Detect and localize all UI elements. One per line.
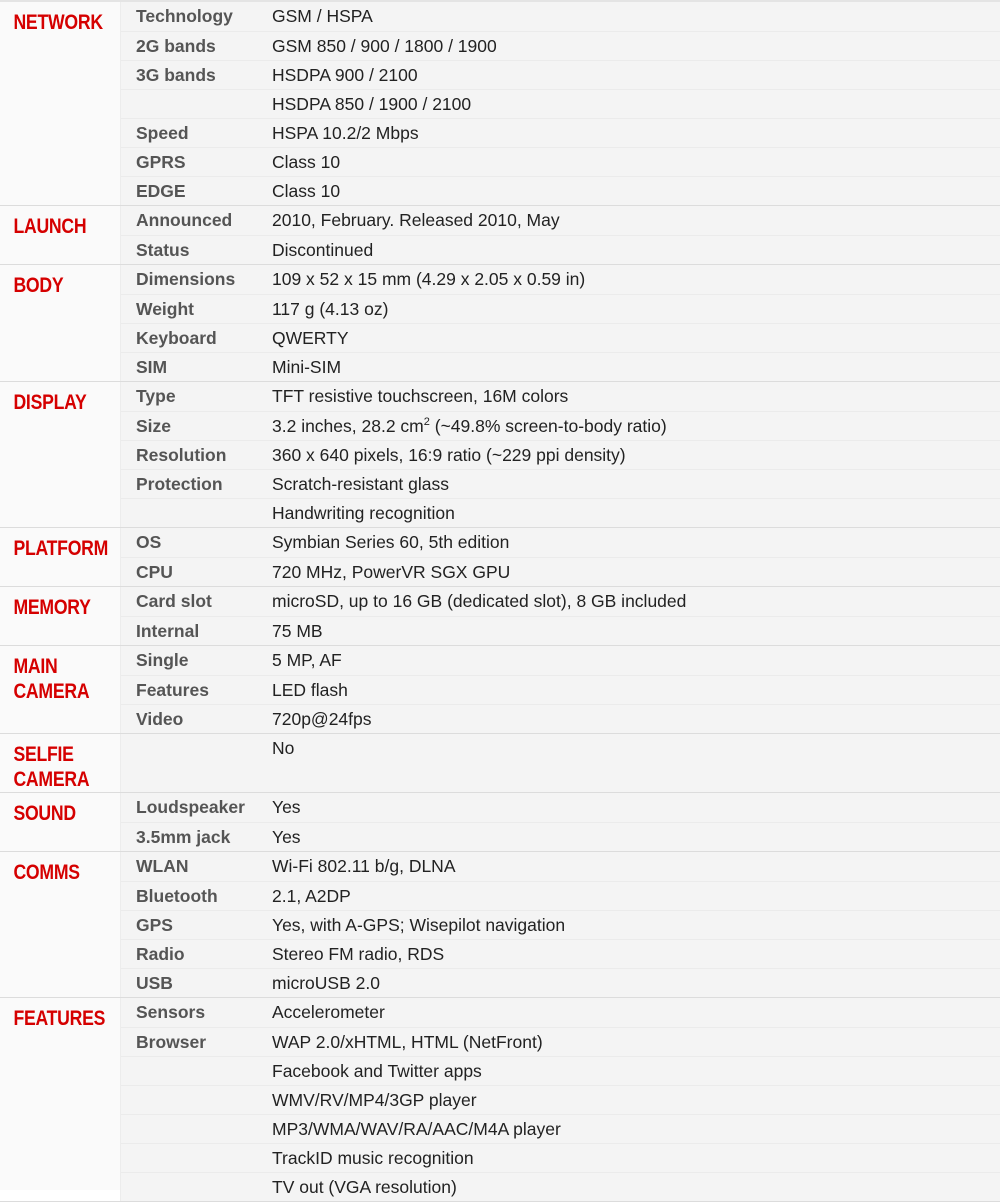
spec-value: Accelerometer (272, 1002, 385, 1022)
spec-label (121, 90, 272, 118)
spec-section-platform (0, 528, 1000, 587)
spec-row (121, 646, 1000, 675)
spec-row (121, 557, 1000, 586)
spec-label: OS (136, 532, 162, 552)
spec-row (121, 998, 1000, 1027)
spec-value: Stereo FM radio, RDS (272, 944, 445, 964)
spec-label: Sensors (136, 1002, 206, 1022)
spec-section-main-camera (0, 646, 1000, 734)
spec-value: microSD, up to 16 GB (dedicated slot), 8 GB included (272, 591, 687, 611)
spec-row (121, 498, 1000, 527)
spec-row (121, 206, 1000, 235)
spec-label: 3.5mm jack (136, 827, 231, 847)
section-title: COMMS (13, 861, 80, 884)
spec-rows (120, 734, 1000, 792)
spec-value: Symbian Series 60, 5th edition (272, 532, 510, 552)
spec-row (121, 528, 1000, 557)
spec-label: 3G bands (136, 65, 216, 85)
spec-row (121, 89, 1000, 118)
section-title: LAUNCH (13, 215, 87, 238)
spec-value: 720p@24fps (272, 709, 372, 729)
spec-rows (120, 998, 1000, 1201)
spec-value-text-after: (~49.8% screen-to-body ratio) (429, 416, 667, 436)
spec-label: Resolution (136, 445, 227, 465)
spec-row (121, 1172, 1000, 1201)
spec-row (121, 265, 1000, 294)
section-title: BODY (13, 274, 64, 297)
spec-value: Yes (272, 797, 301, 817)
spec-section-memory (0, 587, 1000, 646)
spec-row (121, 1143, 1000, 1172)
spec-value: WAP 2.0/xHTML, HTML (NetFront) (272, 1032, 543, 1052)
spec-label: CPU (136, 562, 173, 582)
spec-label: GPRS (136, 152, 186, 172)
spec-value: HSDPA 850 / 1900 / 2100 (272, 94, 472, 114)
spec-section-network (0, 2, 1000, 206)
spec-value: Class 10 (272, 181, 341, 201)
spec-rows (120, 382, 1000, 527)
section-title: MEMORY (13, 596, 91, 619)
spec-label: Technology (136, 6, 233, 26)
spec-value: TFT resistive touchscreen, 16M colors (272, 386, 569, 406)
spec-label (121, 1144, 272, 1172)
spec-label: Browser (136, 1032, 207, 1052)
spec-label: USB (136, 973, 173, 993)
spec-label: Dimensions (136, 269, 236, 289)
spec-value: HSDPA 900 / 2100 (272, 65, 418, 85)
spec-section-sound (0, 793, 1000, 852)
spec-label: Loudspeaker (136, 797, 245, 817)
spec-row (121, 734, 1000, 792)
spec-rows (120, 2, 1000, 205)
spec-label: WLAN (136, 856, 189, 876)
spec-section-features (0, 998, 1000, 1202)
spec-label: EDGE (136, 181, 186, 201)
spec-value: Yes (272, 827, 301, 847)
spec-section-body (0, 265, 1000, 382)
spec-value: GSM 850 / 900 / 1800 / 1900 (272, 36, 497, 56)
spec-value: 720 MHz, PowerVR SGX GPU (272, 562, 511, 582)
spec-value: microUSB 2.0 (272, 973, 380, 993)
spec-value: QWERTY (272, 328, 349, 348)
spec-label: Speed (136, 123, 189, 143)
section-title: MAIN CAMERA (13, 655, 90, 703)
spec-section-display (0, 382, 1000, 528)
spec-rows (120, 646, 1000, 733)
spec-label: 2G bands (136, 36, 216, 56)
section-title: SOUND (13, 802, 76, 825)
spec-row (121, 968, 1000, 997)
spec-value-text: 3.2 inches, 28.2 cm (272, 416, 424, 436)
spec-row (121, 235, 1000, 264)
spec-row (121, 1027, 1000, 1056)
spec-label: Internal (136, 621, 200, 641)
spec-row (121, 382, 1000, 411)
spec-value: TV out (VGA resolution) (272, 1177, 457, 1197)
spec-label: Single (136, 650, 189, 670)
spec-value (272, 412, 1000, 440)
spec-rows (120, 265, 1000, 381)
spec-section-launch (0, 206, 1000, 265)
spec-value: Discontinued (272, 240, 374, 260)
spec-value: WMV/RV/MP4/3GP player (272, 1090, 477, 1110)
spec-label: Features (136, 680, 209, 700)
spec-rows (120, 528, 1000, 586)
spec-row (121, 939, 1000, 968)
section-title: NETWORK (13, 11, 103, 34)
spec-row (121, 294, 1000, 323)
spec-value: TrackID music recognition (272, 1148, 474, 1168)
spec-row (121, 822, 1000, 851)
spec-section-comms (0, 852, 1000, 998)
spec-label: Video (136, 709, 184, 729)
spec-label (121, 499, 272, 527)
spec-row (121, 1114, 1000, 1143)
spec-label (121, 1173, 272, 1201)
spec-row (121, 352, 1000, 381)
spec-label (121, 1086, 272, 1114)
spec-label: Protection (136, 474, 223, 494)
spec-value: Yes, with A-GPS; Wisepilot navigation (272, 915, 566, 935)
section-title: PLATFORM (13, 537, 109, 560)
spec-label (121, 1057, 272, 1085)
spec-row (121, 587, 1000, 616)
spec-value: GSM / HSPA (272, 6, 373, 26)
spec-value: Handwriting recognition (272, 503, 455, 523)
spec-value: MP3/WMA/WAV/RA/AAC/M4A player (272, 1119, 561, 1139)
section-title: DISPLAY (13, 391, 87, 414)
spec-row (121, 147, 1000, 176)
spec-value: 109 x 52 x 15 mm (4.29 x 2.05 x 0.59 in) (272, 269, 586, 289)
spec-row (121, 440, 1000, 469)
spec-label (121, 1115, 272, 1143)
spec-row (121, 910, 1000, 939)
spec-value: 2.1, A2DP (272, 886, 351, 906)
spec-label: Announced (136, 210, 233, 230)
spec-value: Class 10 (272, 152, 341, 172)
spec-label: SIM (136, 357, 168, 377)
spec-label (121, 734, 272, 792)
spec-rows (120, 206, 1000, 264)
spec-row (121, 469, 1000, 498)
spec-value: 360 x 640 pixels, 16:9 ratio (~229 ppi density) (272, 445, 626, 465)
spec-value: 2010, February. Released 2010, May (272, 210, 560, 230)
spec-value: Mini-SIM (272, 357, 342, 377)
spec-row (121, 31, 1000, 60)
spec-row (121, 616, 1000, 645)
spec-row (121, 2, 1000, 31)
spec-row (121, 176, 1000, 205)
spec-label: GPS (136, 915, 173, 935)
spec-row (121, 323, 1000, 352)
spec-row (121, 60, 1000, 89)
section-title: FEATURES (13, 1007, 106, 1030)
spec-row (121, 675, 1000, 704)
spec-row (121, 793, 1000, 822)
spec-value: HSPA 10.2/2 Mbps (272, 123, 419, 143)
spec-rows (120, 793, 1000, 851)
section-title: SELFIE CAMERA (13, 743, 90, 791)
spec-label: Size (136, 416, 172, 436)
spec-row (121, 118, 1000, 147)
spec-label: Keyboard (136, 328, 217, 348)
spec-value: Wi-Fi 802.11 b/g, DLNA (272, 856, 456, 876)
spec-value: 5 MP, AF (272, 650, 342, 670)
spec-rows (120, 852, 1000, 997)
spec-label: Weight (136, 299, 195, 319)
superscript: 2 (423, 416, 430, 429)
spec-row (121, 704, 1000, 733)
spec-value: 117 g (4.13 oz) (272, 299, 389, 319)
spec-row (121, 1056, 1000, 1085)
spec-label: Type (136, 386, 176, 406)
spec-value: LED flash (272, 680, 348, 700)
spec-label: Card slot (136, 591, 212, 611)
spec-value: Facebook and Twitter apps (272, 1061, 482, 1081)
spec-label: Bluetooth (136, 886, 218, 906)
spec-row (121, 852, 1000, 881)
spec-row (121, 1085, 1000, 1114)
spec-label: Status (136, 240, 190, 260)
spec-value: Scratch-resistant glass (272, 474, 450, 494)
spec-value: 75 MB (272, 621, 323, 641)
spec-value: No (272, 738, 295, 758)
spec-row (121, 881, 1000, 910)
spec-section-selfie-camera (0, 734, 1000, 793)
spec-rows (120, 587, 1000, 645)
spec-row (121, 411, 1000, 440)
spec-label: Radio (136, 944, 185, 964)
